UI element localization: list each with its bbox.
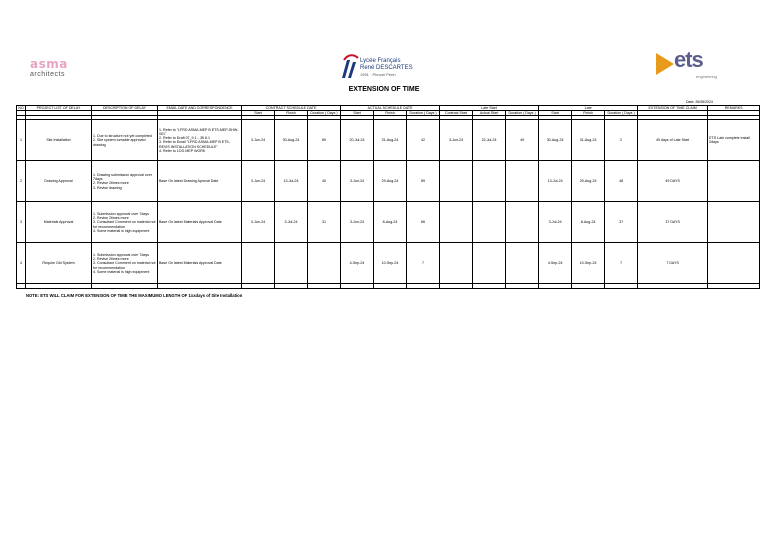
late-duration: 48	[605, 161, 638, 202]
header-sub-finish: Finish	[572, 111, 605, 116]
delay-description	[92, 202, 158, 243]
late-duration: 37	[605, 202, 638, 243]
footer-row	[17, 284, 760, 289]
row-number: 1	[17, 120, 26, 161]
ets-logo-sub: engineering	[696, 74, 717, 79]
delay-description-line: drawing	[93, 142, 106, 147]
header-sub-start: Start	[242, 111, 275, 116]
late-finish: 31-Aug-24	[572, 120, 605, 161]
header-row-top	[17, 106, 760, 111]
contract-duration: 40	[308, 161, 341, 202]
header-sub-finish: Finish	[374, 111, 407, 116]
eot-claim: 37 DAYS	[638, 202, 708, 243]
table-row	[17, 202, 760, 243]
lycee-emblem-icon	[338, 52, 360, 82]
project-name: Require Old System	[26, 243, 92, 284]
row-number: 2	[17, 161, 26, 202]
delay-description-line: 1. Submission approval over 7days	[93, 211, 149, 216]
late-duration: 2	[605, 120, 638, 161]
contract-start: 3-Jun-24	[242, 161, 275, 202]
delay-description-line: 1. Submission approval over 7days	[93, 252, 149, 257]
document-date: Date: 26/08/2024	[686, 100, 713, 104]
remarks	[708, 161, 760, 202]
contract-finish: 3-Jul-24	[275, 202, 308, 243]
delay-description-line: 1. Due to structure not yet completed	[93, 134, 152, 139]
contract-start: 3-Jun-24	[242, 120, 275, 161]
header-contract-schedule: CONTRACT SCHEDULE DATE	[242, 106, 341, 111]
actual-start: 3-Jun-24	[341, 202, 374, 243]
project-name: Drawing Approval	[26, 161, 92, 202]
late-duration: 7	[605, 243, 638, 284]
delay-description-line: 4. Some material is high equipment	[93, 228, 150, 233]
header-eot-claim: EXTENSION OF TIME CLAIM	[638, 106, 708, 111]
lycee-logo-line1: Lycée Français	[360, 58, 401, 64]
header-late: Late	[539, 106, 638, 111]
footer-note: NOTE: ETS WILL CLAIM FOR EXTENSION OF TIME THE MAXIMUMO LENGTH OF 1xxdays of Site Installation	[26, 293, 243, 298]
late-start-duration: 49	[506, 120, 539, 161]
contract-duration: 89	[308, 120, 341, 161]
header-late-start: Late Start	[440, 106, 539, 111]
email-correspondence-line: 2. Refer to Draft 07_9.1 - JB 8.1	[159, 136, 210, 141]
asma-logo-brand: asma	[30, 57, 68, 71]
contract-finish	[275, 243, 308, 284]
table-body	[17, 120, 760, 284]
header-sub-duration: Duration ( Days )	[506, 111, 539, 116]
late-start: 13-Jul-24	[539, 161, 572, 202]
actual-start: 20-Jul-24	[341, 120, 374, 161]
eot-table	[16, 105, 760, 289]
delay-description	[92, 120, 158, 161]
asma-logo-sub: architects	[30, 71, 65, 78]
row-number: 3	[17, 202, 26, 243]
actual-start: 3-Jun-24	[341, 161, 374, 202]
header-sub-start: Start	[341, 111, 374, 116]
email-correspondence	[158, 202, 242, 243]
header-sub-duration: Duration ( Days )	[407, 111, 440, 116]
email-correspondence-line: 1. Refer to "LFRD ASMA-MEP B ETS-MEP-SHW-001"	[159, 127, 239, 136]
delay-description-line: 2. Site system turnable approved	[93, 138, 146, 143]
header-sub-duration: Duration ( Days )	[605, 111, 638, 116]
delay-description	[92, 161, 158, 202]
late-start-actual-start	[473, 161, 506, 202]
email-correspondence	[158, 161, 242, 202]
contract-start	[242, 243, 275, 284]
project-name: Site Installation	[26, 120, 92, 161]
contract-start: 3-Jun-24	[242, 202, 275, 243]
ets-logo	[654, 49, 726, 83]
delay-description-line: 3. Consultant Comment on material not for recommendation	[93, 220, 156, 229]
remarks	[708, 243, 760, 284]
header-sub-finish: Finish	[275, 111, 308, 116]
remarks: ETS Late complete install 2days	[708, 120, 760, 161]
lycee-logo-line2: René DESCARTES	[360, 65, 413, 71]
delay-description-line: 3. Consultant Comment on material not for recommendation	[93, 261, 156, 270]
header-sub-duration: Duration ( Days )	[308, 111, 341, 116]
actual-duration: 89	[407, 161, 440, 202]
delay-description	[92, 243, 158, 284]
contract-duration: 31	[308, 202, 341, 243]
page-title: EXTENSION OF TIME	[348, 86, 420, 93]
late-finish: 29-Aug-24	[572, 161, 605, 202]
late-start: 30-Aug-24	[539, 120, 572, 161]
header-project: PROJECT LIST OF DELAY	[26, 106, 92, 111]
late-start-contract-start	[440, 243, 473, 284]
header-sub-actual-start: Actual Start	[473, 111, 506, 116]
email-correspondence-line: 3. Refer to Email "LFRD ASMA-MEP B ETS-REVIS INSTALLATION SCHEDULE"	[159, 140, 230, 149]
eot-claim: 7 DAYS	[638, 243, 708, 284]
actual-finish: 8-Aug-24	[374, 202, 407, 243]
late-start: 3-Jul-24	[539, 202, 572, 243]
actual-duration: 42	[407, 120, 440, 161]
actual-finish: 10-Sep-24	[374, 243, 407, 284]
delay-description-line: 2. Revise 2times more	[93, 216, 129, 221]
delay-description-line: 2. Revise 2times more	[93, 257, 129, 262]
late-start-duration	[506, 161, 539, 202]
late-start-duration	[506, 243, 539, 284]
actual-finish: 31-Aug-24	[374, 120, 407, 161]
contract-duration	[308, 243, 341, 284]
late-start-actual-start	[473, 202, 506, 243]
header-remarks: REMARKS	[708, 106, 760, 111]
actual-duration: 7	[407, 243, 440, 284]
delay-description-line: 4. Some material is high equipment	[93, 269, 150, 274]
delay-description-line: 3. Revise drawing	[93, 185, 122, 190]
late-finish: 8-Aug-24	[572, 202, 605, 243]
project-name: Materials Approval	[26, 202, 92, 243]
header-no: NO	[18, 106, 24, 110]
eot-claim: 49 DAYS	[638, 161, 708, 202]
email-correspondence-line: 4. Refer to LOG MEP WORK	[159, 148, 206, 153]
late-start-duration	[506, 202, 539, 243]
email-correspondence-line: Base On latest Drawing Aproval Date	[159, 179, 219, 184]
contract-finish: 30-Aug-24	[275, 120, 308, 161]
header-email: EMAIL DATE AND CORRESPONDENCE	[158, 106, 242, 111]
header-sub-start: Start	[539, 111, 572, 116]
late-start-contract-start: 3-Jun-24	[440, 120, 473, 161]
ets-logo-brand: ets	[674, 47, 703, 72]
late-start: 4-Sep-24	[539, 243, 572, 284]
lycee-logo-line3: 1951 · Phnom Penh	[360, 72, 396, 77]
email-correspondence	[158, 120, 242, 161]
header-description: DESCRIPTION OF DELAY	[92, 106, 158, 111]
late-start-contract-start	[440, 161, 473, 202]
late-start-actual-start: 22-Jul-24	[473, 120, 506, 161]
eot-claim: 49 days of Late Start	[638, 120, 708, 161]
table-row	[17, 120, 760, 161]
email-correspondence	[158, 243, 242, 284]
ets-triangle-icon	[654, 51, 676, 79]
late-finish: 10-Sep-24	[572, 243, 605, 284]
email-correspondence-line: Base On latest Materials Approval Date	[159, 220, 222, 225]
delay-description-line: 1. Drawing submission approval over 7days	[93, 173, 152, 182]
table-row	[17, 161, 760, 202]
actual-duration: 66	[407, 202, 440, 243]
lycee-logo	[338, 50, 418, 84]
header-actual-schedule: ACTUAL SCHEDULE DATE	[341, 106, 440, 111]
late-start-contract-start	[440, 202, 473, 243]
row-number: 4	[17, 243, 26, 284]
email-correspondence-line: Base On latest Materials Approval Date	[159, 261, 222, 266]
actual-start: 4-Sep-24	[341, 243, 374, 284]
remarks	[708, 202, 760, 243]
table-row	[17, 243, 760, 284]
actual-finish: 29-Aug-24	[374, 161, 407, 202]
contract-finish: 13-Jul-24	[275, 161, 308, 202]
delay-description-line: 2. Revise 2times more	[93, 181, 129, 186]
late-start-actual-start	[473, 243, 506, 284]
header-sub-contract-start: Contract Start	[440, 111, 473, 116]
asma-logo	[30, 58, 90, 80]
